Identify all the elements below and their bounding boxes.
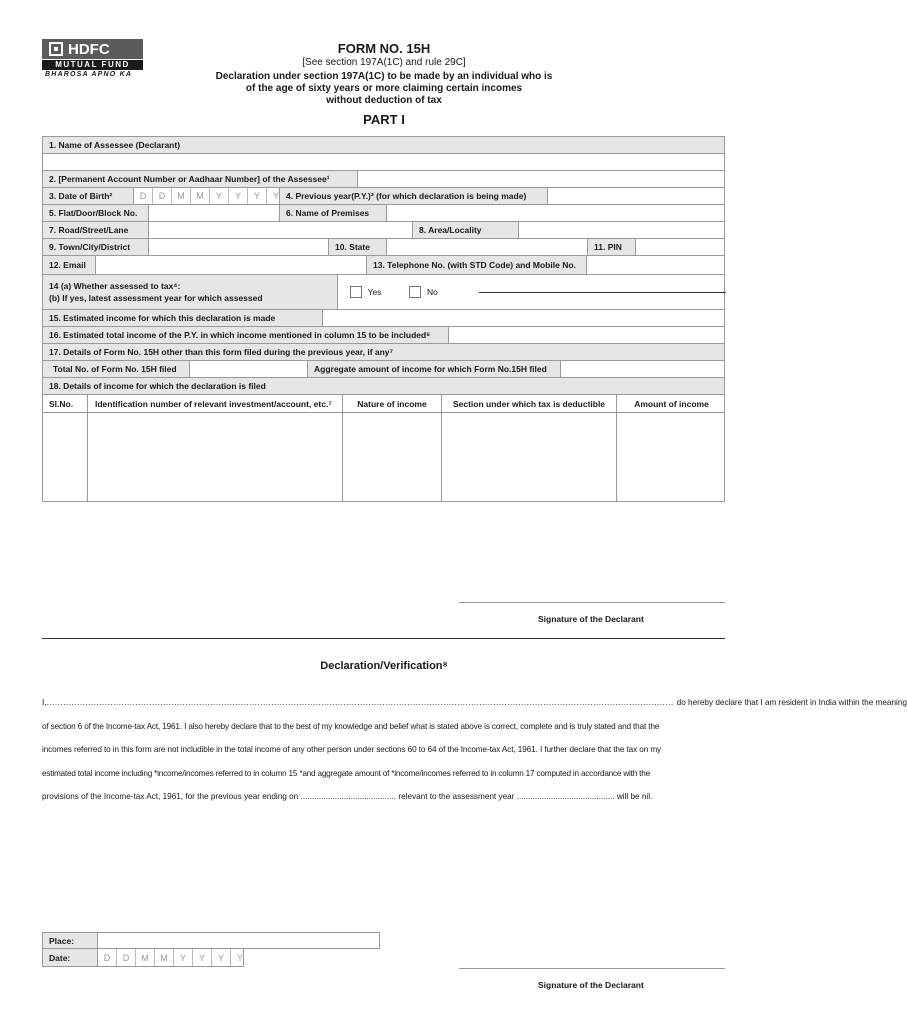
date-field[interactable]	[97, 949, 244, 966]
signature-line-2[interactable]	[459, 968, 725, 969]
email-field[interactable]	[95, 256, 366, 274]
date-box[interactable]: Y	[209, 188, 228, 204]
est-income-field[interactable]	[322, 310, 726, 326]
telephone-field[interactable]	[586, 256, 726, 274]
date-box[interactable]: Y	[211, 949, 230, 966]
row-town: 9. Town/City/District 10. State 11. PIN	[43, 239, 724, 256]
row-total-income: 16. Estimated total income of the P.Y. in which income mentioned in column 15 to be included⁶	[43, 327, 724, 344]
col-nature: Nature of income	[342, 395, 441, 412]
yes-checkbox[interactable]	[350, 286, 362, 298]
date-box[interactable]: Y	[192, 949, 211, 966]
no-label: No	[427, 287, 438, 297]
date-box[interactable]: Y	[173, 949, 192, 966]
premises-field[interactable]	[386, 205, 726, 221]
date-box[interactable]: D	[139, 191, 147, 201]
see-section: [See section 197A(1C) and rule 29C]	[302, 57, 466, 68]
row-dob: 3. Date of Birth² D D M M Y Y Y Y 4. Previous year(P.Y.)³ (for which declaration is being made)	[43, 188, 724, 205]
date-box[interactable]: Y	[247, 188, 266, 204]
date-label: Date:	[43, 949, 97, 966]
row-income-details: 18. Details of income for which the declaration is filed	[43, 378, 724, 395]
name-field[interactable]	[43, 154, 724, 171]
declaration-title: Declaration/Verification⁸	[320, 660, 448, 672]
logo-sub: MUTUAL FUND	[42, 60, 143, 70]
divider	[42, 638, 725, 639]
assessment-year-line[interactable]	[479, 291, 726, 293]
no-checkbox[interactable]	[409, 286, 421, 298]
declaration-heading: Declaration under section 197A(1C) to be made by an individual who is of the age of sixty years or more claiming certain incomes without deduction of tax	[215, 71, 553, 106]
assessment-year-blank[interactable]: ...........................................	[516, 792, 615, 801]
date-box[interactable]: D	[116, 949, 135, 966]
date-box[interactable]: M	[171, 188, 190, 204]
col-section: Section under which tax is deductible	[441, 395, 616, 412]
declarant-name-blank[interactable]: ..................................................................................................................................................................................................................................	[46, 698, 674, 707]
col-identification: Identification number of relevant investment/account, etc.⁷	[87, 395, 342, 412]
total-income-field[interactable]	[448, 327, 726, 343]
town-field[interactable]	[148, 239, 328, 255]
flat-field[interactable]	[148, 205, 279, 221]
previous-year-field[interactable]	[547, 188, 726, 204]
date-box[interactable]: Y	[230, 949, 249, 966]
row-road: 7. Road/Street/Lane 8. Area/Locality	[43, 222, 724, 239]
row-pan: 2. [Permanent Account Number or Aadhaar Number] of the Assessee¹	[43, 171, 724, 188]
row-flat: 5. Flat/Door/Block No. 6. Name of Premises	[43, 205, 724, 222]
col-slno: Sl.No.	[49, 398, 74, 409]
road-field[interactable]	[148, 222, 412, 238]
signature-label-2: Signature of the Declarant	[538, 980, 644, 990]
date-box[interactable]: M	[135, 949, 154, 966]
area-field[interactable]	[518, 222, 726, 238]
total-forms-field[interactable]	[189, 361, 307, 377]
date-box[interactable]: D	[152, 188, 171, 204]
form-table	[42, 136, 725, 502]
pin-field[interactable]	[635, 239, 726, 255]
dob-field[interactable]	[133, 188, 279, 204]
state-field[interactable]	[386, 239, 587, 255]
year-ending-blank[interactable]: ..........................................	[300, 792, 397, 801]
form-number: FORM NO. 15H	[337, 41, 431, 56]
pan-field[interactable]	[357, 171, 726, 187]
row-email: 12. Email 13. Telephone No. (with STD Code) and Mobile No.	[43, 256, 724, 275]
yes-label: Yes	[367, 287, 382, 297]
date-box[interactable]: M	[154, 949, 173, 966]
row-name-label: 1. Name of Assessee (Declarant)	[43, 137, 724, 154]
col-amount: Amount of income	[616, 395, 726, 412]
row-est-income: 15. Estimated income for which this declaration is made	[43, 310, 724, 327]
row-assessed: 14 (a) Whether assessed to tax⁴: (b) If yes, latest assessment year for which assessed Yes No	[43, 275, 724, 310]
logo-tagline: BHAROSA APNO KA	[45, 71, 133, 78]
part-title: PART I	[363, 112, 405, 127]
aggregate-amount-field[interactable]	[560, 361, 726, 377]
row-other-forms-fields: Total No. of Form No. 15H filed Aggregate amount of income for which Form No.15H filed	[43, 361, 724, 378]
date-box[interactable]: Y	[266, 188, 285, 204]
declaration-text: I, .................................................................................................................................................................................................................................. do hereby declare that I am resident in India within the meaning of section 6 of the Income-tax Act, 1961. I also hereby declare that to the best of my knowledge and belief what is stated above is correct, complete and is truly stated and that the incomes referred to in this form are not includible in the total income of any other person under sections 60 to 64 of the Income-tax Act, 1961. I further declare that the tax on my estimated total income including *income/incomes referred to in column 15 *and aggregate amount of *income/incomes referred to in column 17 computed in accordance with the provisions of the Income-tax Act, 1961, for the previous year ending on .......................................... relevant to the assessment year ........................................... will be nil.	[42, 691, 725, 809]
logo-brand: HDFC	[68, 40, 110, 58]
income-table-header	[43, 395, 724, 413]
place-label: Place:	[43, 933, 97, 948]
place-field[interactable]	[97, 933, 380, 948]
signature-line-1[interactable]	[459, 602, 725, 603]
signature-label-1: Signature of the Declarant	[538, 614, 644, 624]
place-date-block	[42, 932, 380, 967]
date-box[interactable]: D	[103, 952, 111, 963]
row-other-forms: 17. Details of Form No. 15H other than this form filed during the previous year, if any⁷	[43, 344, 724, 361]
date-box[interactable]: Y	[228, 188, 247, 204]
date-box[interactable]: M	[190, 188, 209, 204]
income-table-body[interactable]	[43, 413, 724, 501]
